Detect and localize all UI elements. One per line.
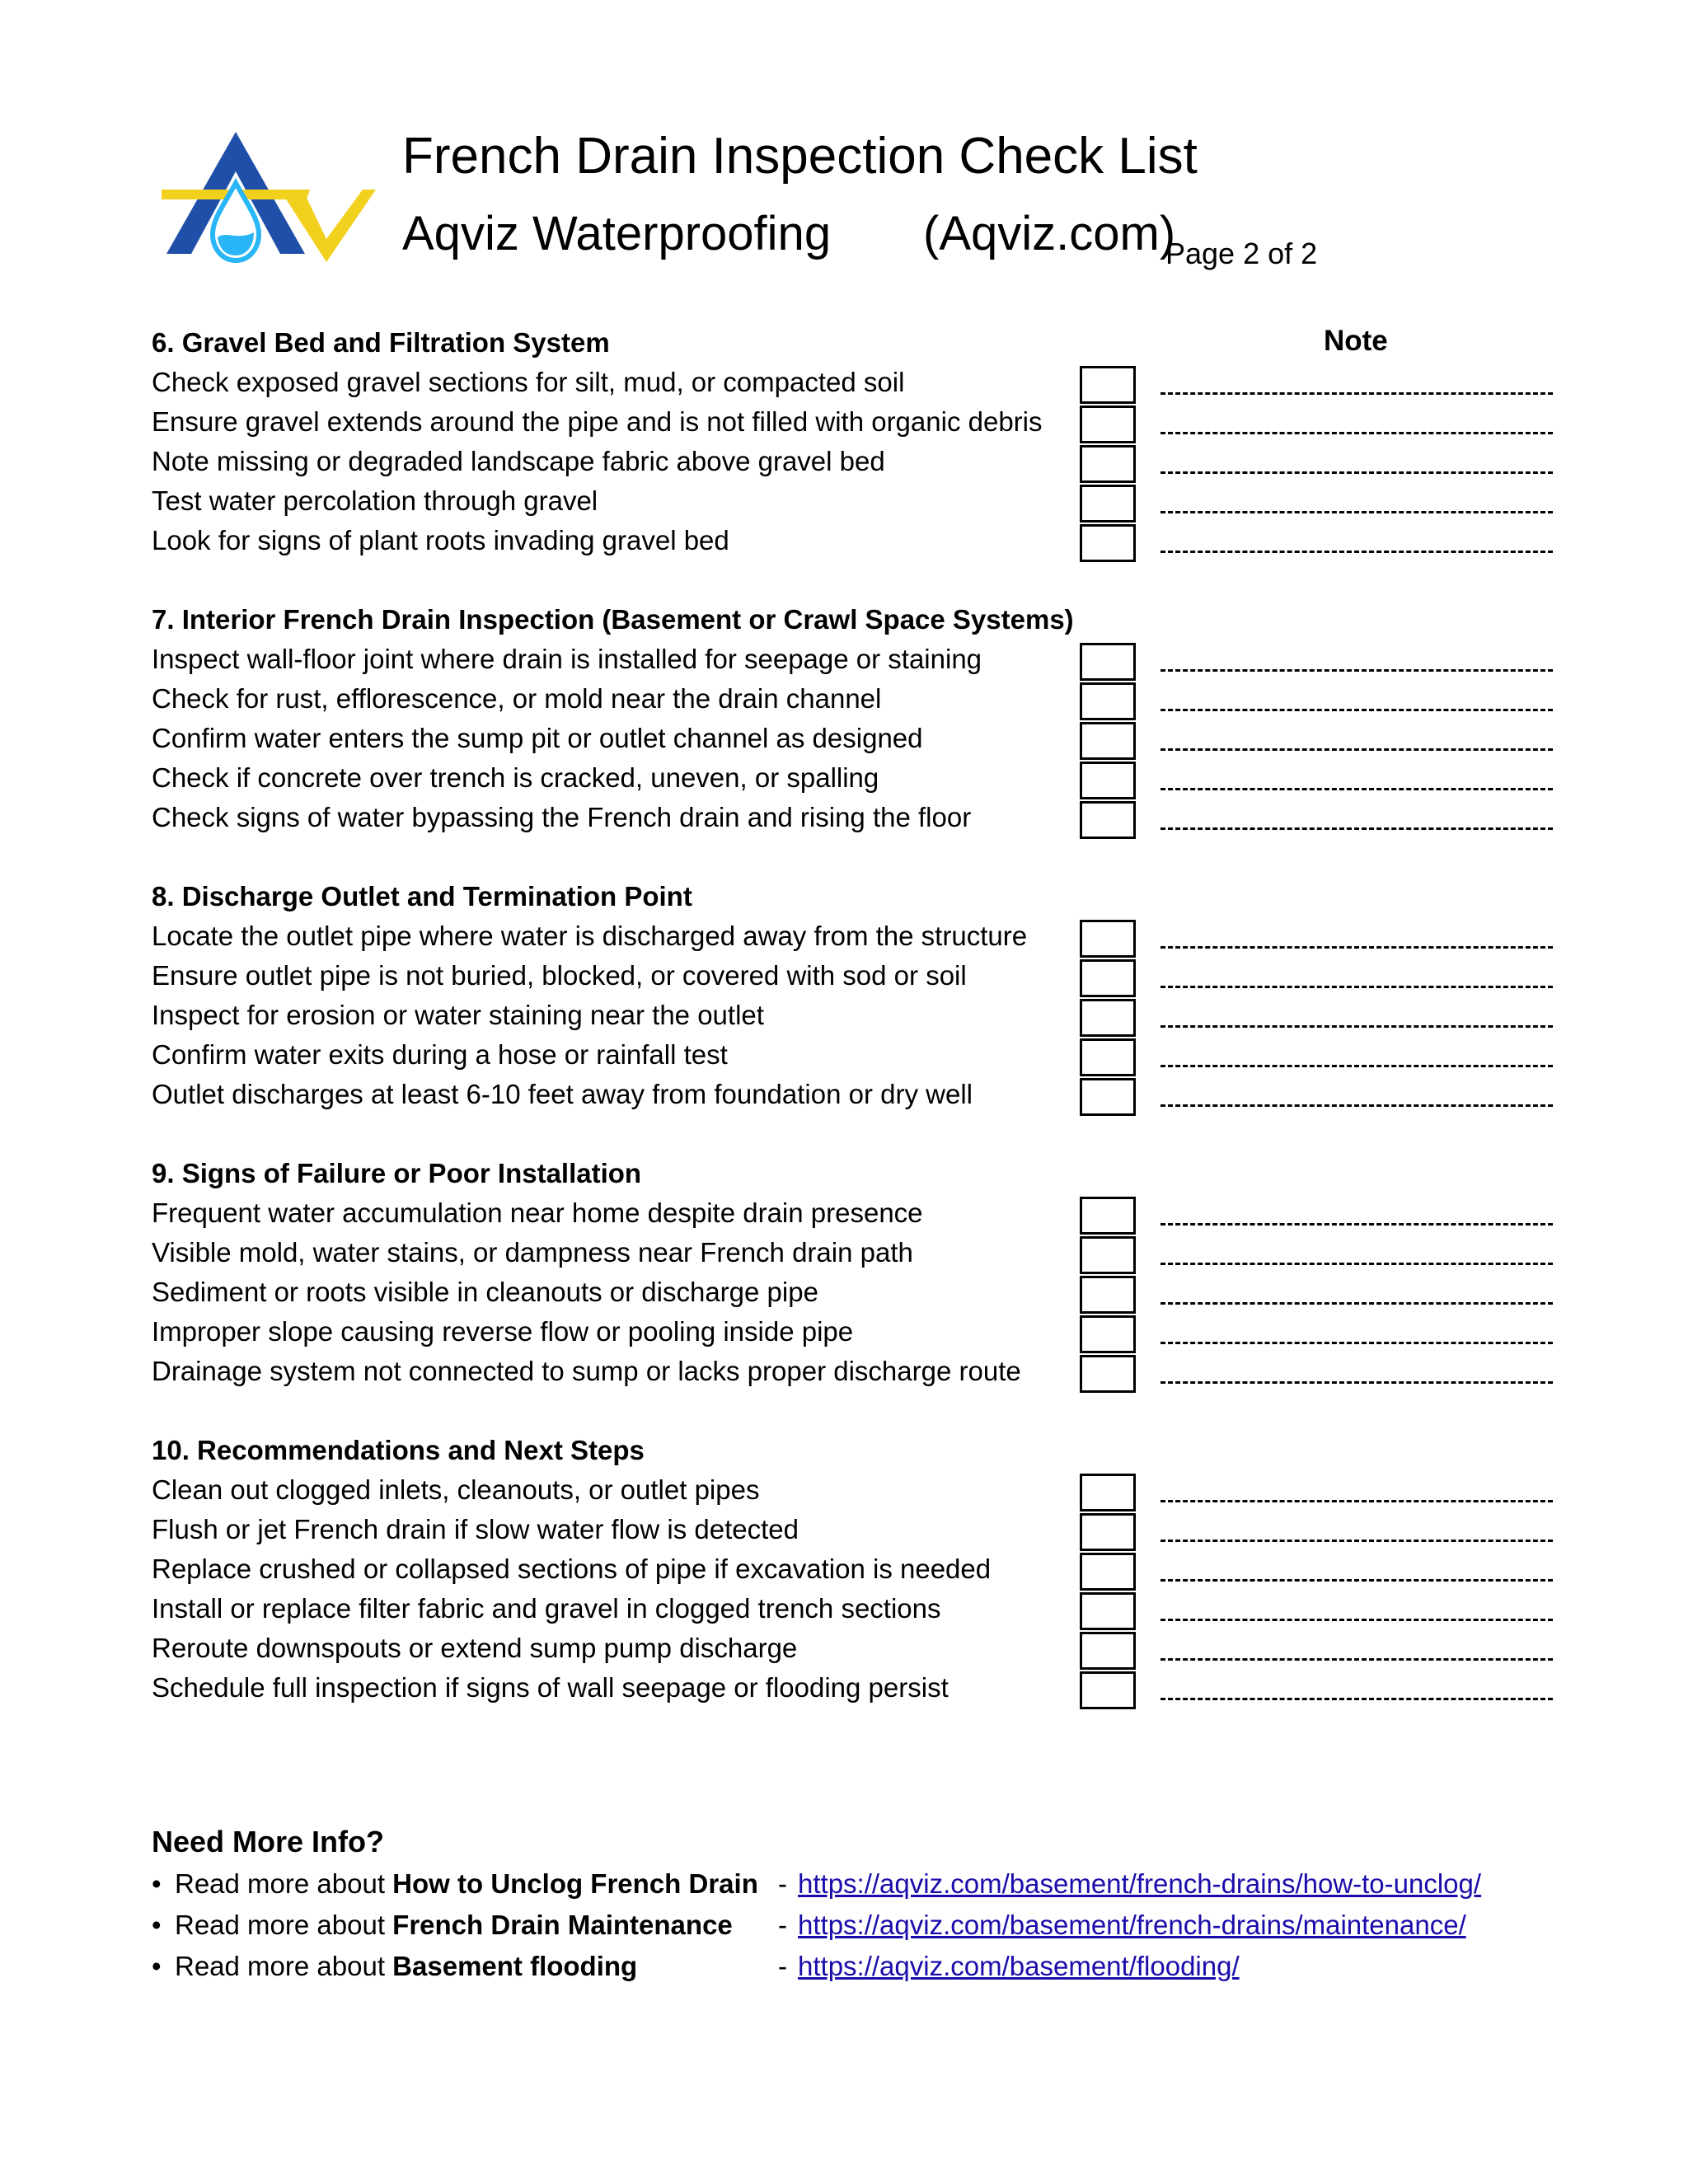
note-line[interactable] bbox=[1160, 1302, 1553, 1305]
checklist-checkbox[interactable] bbox=[1080, 999, 1136, 1037]
checklist-checkbox[interactable] bbox=[1080, 682, 1136, 720]
checklist-item-text: Visible mold, water stains, or dampness near French drain path bbox=[152, 1237, 913, 1268]
note-line[interactable] bbox=[1160, 1500, 1553, 1502]
note-line[interactable] bbox=[1160, 1223, 1553, 1226]
more-info-prefix: Read more about bbox=[175, 1910, 393, 1940]
note-line[interactable] bbox=[1160, 1698, 1553, 1700]
note-line[interactable] bbox=[1160, 827, 1553, 830]
note-line[interactable] bbox=[1160, 432, 1553, 434]
checklist-checkbox[interactable] bbox=[1080, 722, 1136, 760]
separator-dash: - bbox=[778, 1868, 787, 1899]
checklist-checkbox[interactable] bbox=[1080, 643, 1136, 681]
checklist-checkbox[interactable] bbox=[1080, 1197, 1136, 1235]
note-column-header: Note bbox=[1324, 325, 1388, 357]
note-line[interactable] bbox=[1160, 1619, 1553, 1621]
section-title: 7. Interior French Drain Inspection (Basement or Crawl Space Systems) bbox=[152, 604, 1074, 635]
checklist-item-text: Check if concrete over trench is cracked, uneven, or spalling bbox=[152, 762, 879, 793]
checklist-item-text: Ensure outlet pipe is not buried, blocked, or covered with sod or soil bbox=[152, 960, 967, 991]
bullet: • bbox=[152, 1868, 162, 1899]
section-title: 9. Signs of Failure or Poor Installation bbox=[152, 1158, 642, 1188]
note-line[interactable] bbox=[1160, 471, 1553, 474]
checklist-checkbox[interactable] bbox=[1080, 524, 1136, 562]
note-line[interactable] bbox=[1160, 1579, 1553, 1582]
more-info-link[interactable]: https://aqviz.com/basement/flooding/ bbox=[798, 1951, 1240, 1981]
more-info-label bbox=[175, 1905, 733, 1945]
checklist-checkbox[interactable] bbox=[1080, 1078, 1136, 1116]
more-info-prefix: Read more about bbox=[175, 1868, 393, 1899]
checklist-item-text: Outlet discharges at least 6-10 feet away from foundation or dry well bbox=[152, 1079, 973, 1109]
more-info-topic: Basement flooding bbox=[392, 1951, 638, 1981]
checklist-checkbox[interactable] bbox=[1080, 1038, 1136, 1076]
checklist-checkbox[interactable] bbox=[1080, 1632, 1136, 1670]
checklist-item-text: Replace crushed or collapsed sections of pipe if excavation is needed bbox=[152, 1554, 992, 1584]
more-info-link[interactable]: https://aqviz.com/basement/french-drains/maintenance/ bbox=[798, 1910, 1466, 1940]
checklist-checkbox[interactable] bbox=[1080, 1513, 1136, 1551]
checklist-item-text: Clean out clogged inlets, cleanouts, or outlet pipes bbox=[152, 1474, 760, 1505]
checklist-checkbox[interactable] bbox=[1080, 959, 1136, 997]
note-line[interactable] bbox=[1160, 1381, 1553, 1384]
note-line[interactable] bbox=[1160, 1658, 1553, 1661]
checklist-checkbox[interactable] bbox=[1080, 1553, 1136, 1591]
more-info-topic: How to Unclog French Drain bbox=[392, 1868, 758, 1899]
more-info-label bbox=[175, 1947, 637, 1986]
checklist-item-text: Install or replace filter fabric and gravel in clogged trench sections bbox=[152, 1593, 941, 1624]
checklist-checkbox[interactable] bbox=[1080, 485, 1136, 523]
checklist-item-text: Check signs of water bypassing the French drain and rising the floor bbox=[152, 802, 972, 832]
note-line[interactable] bbox=[1160, 551, 1553, 553]
note-line[interactable] bbox=[1160, 1342, 1553, 1344]
checklist-item-text: Test water percolation through gravel bbox=[152, 485, 598, 516]
checklist-item-text: Check exposed gravel sections for silt, mud, or compacted soil bbox=[152, 367, 905, 397]
checklist-item-text: Ensure gravel extends around the pipe and is not filled with organic debris bbox=[152, 406, 1043, 437]
checklist-item-text: Locate the outlet pipe where water is discharged away from the structure bbox=[152, 921, 1028, 951]
checklist-item-text: Look for signs of plant roots invading gravel bed bbox=[152, 525, 729, 555]
document-title: French Drain Inspection Check List bbox=[402, 128, 1198, 185]
more-info-label bbox=[175, 1864, 758, 1904]
checklist-checkbox[interactable] bbox=[1080, 405, 1136, 443]
separator-dash: - bbox=[778, 1910, 787, 1940]
section-title: 10. Recommendations and Next Steps bbox=[152, 1435, 645, 1465]
checklist-item-text: Drainage system not connected to sump or lacks proper discharge route bbox=[152, 1356, 1021, 1386]
page-number: Page 2 of 2 bbox=[1165, 237, 1318, 270]
section-title: 8. Discharge Outlet and Termination Point bbox=[152, 881, 692, 912]
note-line[interactable] bbox=[1160, 1540, 1553, 1542]
note-line[interactable] bbox=[1160, 946, 1553, 949]
note-line[interactable] bbox=[1160, 392, 1553, 395]
checklist-item-text: Improper slope causing reverse flow or pooling inside pipe bbox=[152, 1316, 854, 1347]
checklist-checkbox[interactable] bbox=[1080, 1236, 1136, 1274]
note-line[interactable] bbox=[1160, 669, 1553, 672]
company-name: Aqviz Waterproofing bbox=[402, 207, 832, 260]
more-info-title: Need More Info? bbox=[152, 1825, 385, 1858]
section-title: 6. Gravel Bed and Filtration System bbox=[152, 327, 610, 358]
checklist-item-text: Inspect for erosion or water staining near the outlet bbox=[152, 1000, 764, 1030]
checklist-checkbox[interactable] bbox=[1080, 1592, 1136, 1630]
aqviz-logo bbox=[162, 132, 376, 272]
company-website: (Aqviz.com) bbox=[923, 207, 1176, 260]
note-line[interactable] bbox=[1160, 986, 1553, 988]
checklist-checkbox[interactable] bbox=[1080, 920, 1136, 958]
more-info-topic: French Drain Maintenance bbox=[392, 1910, 733, 1940]
separator-dash: - bbox=[778, 1951, 787, 1981]
note-line[interactable] bbox=[1160, 788, 1553, 790]
checklist-item-text: Inspect wall-floor joint where drain is installed for seepage or staining bbox=[152, 644, 982, 674]
checklist-item-text: Confirm water exits during a hose or rainfall test bbox=[152, 1039, 728, 1070]
checklist-item-text: Confirm water enters the sump pit or outlet channel as designed bbox=[152, 723, 923, 753]
note-line[interactable] bbox=[1160, 709, 1553, 711]
bullet: • bbox=[152, 1910, 162, 1940]
checklist-checkbox[interactable] bbox=[1080, 801, 1136, 839]
checklist-item-text: Note missing or degraded landscape fabric above gravel bed bbox=[152, 446, 885, 476]
checklist-checkbox[interactable] bbox=[1080, 366, 1136, 404]
checklist-item-text: Reroute downspouts or extend sump pump discharge bbox=[152, 1633, 798, 1663]
checklist-item-text: Schedule full inspection if signs of wall seepage or flooding persist bbox=[152, 1672, 949, 1703]
checklist-checkbox[interactable] bbox=[1080, 1315, 1136, 1353]
checklist-checkbox[interactable] bbox=[1080, 1474, 1136, 1511]
note-line[interactable] bbox=[1160, 511, 1553, 513]
more-info-prefix: Read more about bbox=[175, 1951, 393, 1981]
more-info-link[interactable]: https://aqviz.com/basement/french-drains/how-to-unclog/ bbox=[798, 1868, 1482, 1899]
note-line[interactable] bbox=[1160, 1065, 1553, 1067]
checklist-checkbox[interactable] bbox=[1080, 1276, 1136, 1314]
checklist-item-text: Check for rust, efflorescence, or mold near the drain channel bbox=[152, 683, 882, 714]
note-line[interactable] bbox=[1160, 748, 1553, 751]
note-line[interactable] bbox=[1160, 1104, 1553, 1107]
checklist-item-text: Frequent water accumulation near home despite drain presence bbox=[152, 1197, 923, 1228]
note-line[interactable] bbox=[1160, 1263, 1553, 1265]
checklist-checkbox[interactable] bbox=[1080, 762, 1136, 799]
note-line[interactable] bbox=[1160, 1025, 1553, 1028]
bullet: • bbox=[152, 1951, 162, 1981]
checklist-checkbox[interactable] bbox=[1080, 1355, 1136, 1393]
checklist-checkbox[interactable] bbox=[1080, 1671, 1136, 1709]
checklist-item-text: Sediment or roots visible in cleanouts or discharge pipe bbox=[152, 1277, 818, 1307]
checklist-checkbox[interactable] bbox=[1080, 445, 1136, 483]
checklist-item-text: Flush or jet French drain if slow water flow is detected bbox=[152, 1514, 799, 1544]
